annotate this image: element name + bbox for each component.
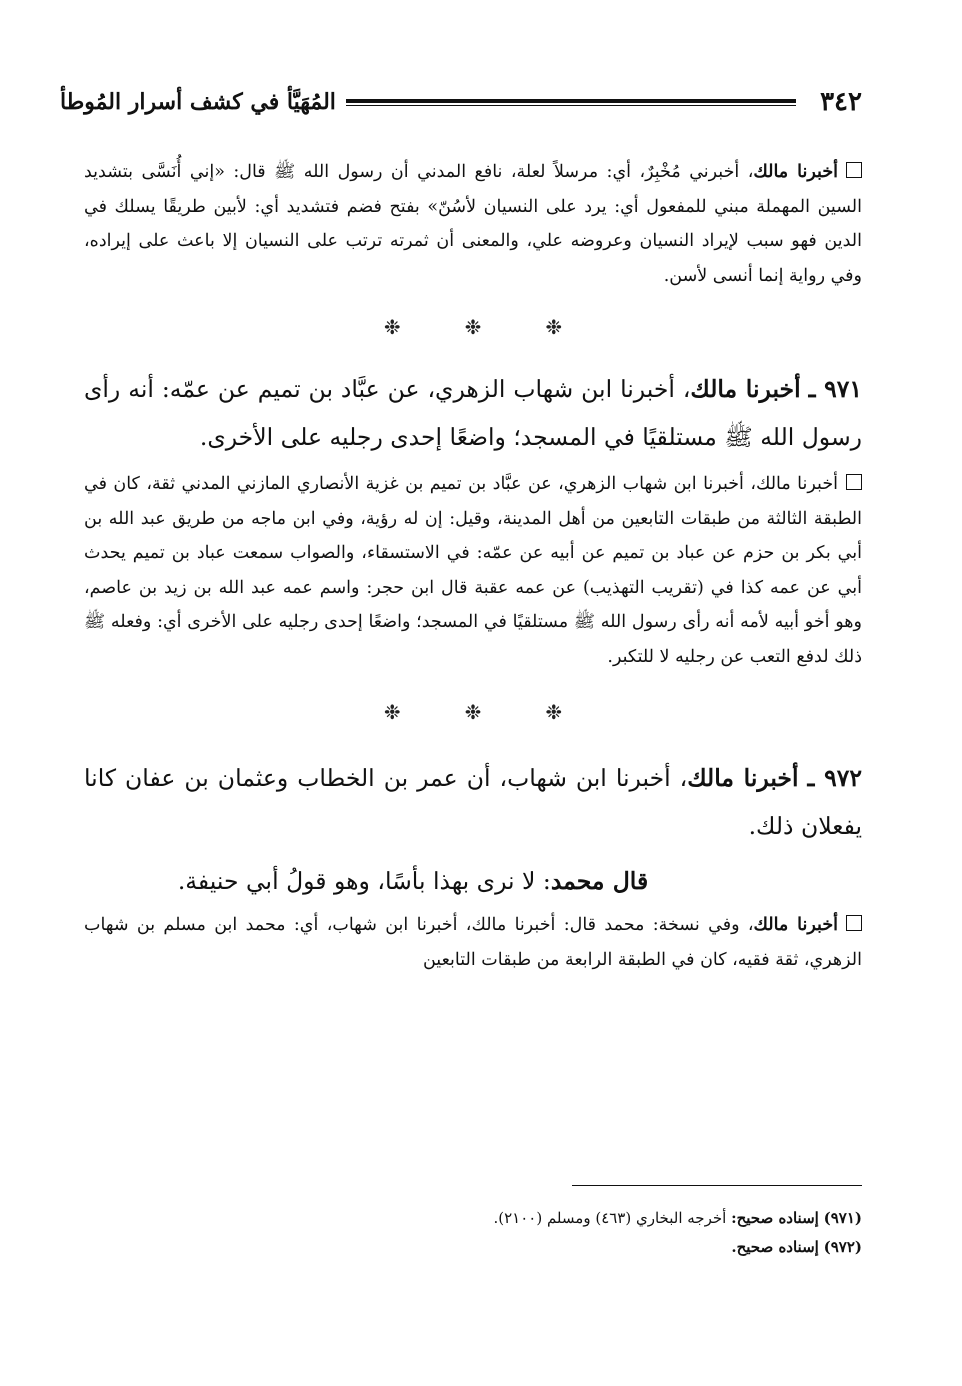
- page-number: ٣٤٢: [820, 87, 862, 117]
- asterism-icon: ❉: [383, 315, 401, 339]
- square-box-icon: [846, 915, 862, 931]
- book-title: المُهَيَّأ في كشف أسرار المُوطأ: [60, 89, 336, 115]
- commentary-1: [84, 155, 862, 293]
- hadith-972-text: ، أخبرنا ابن شهاب، أن عمر بن الخطاب وعثمان بن عفان كانا يفعلان ذلك.: [84, 764, 862, 840]
- asterism-icon: ❉: [383, 700, 401, 724]
- commentary-3-text: ، وفي نسخة: محمد قال: أخبرنا مالك، أخبرنا ابن شهاب، أي: محمد ابن مسلم بن شهاب الزهري، ثقة فقيه، كان في الطبقة الرابعة من طبقات التابعين: [84, 915, 862, 970]
- muhammad-statement: [84, 858, 862, 904]
- hadith-971-number: ٩٧١ ـ: [808, 375, 862, 403]
- commentary-3-lead: أخبرنا مالك: [753, 915, 838, 935]
- square-box-icon: [846, 162, 862, 178]
- asterism-icon: ❉: [464, 315, 482, 339]
- footnote-971-lead: إسناده صحيح:: [731, 1209, 819, 1227]
- section-separator-1: [84, 315, 862, 339]
- commentary-2-text: أخبرنا مالك، أخبرنا ابن شهاب الزهري، عن عبَّاد بن تميم بن غزية الأنصاري المازني المدني ثقة، كان في الطبقة الثالثة من طبقات التابعين من أهل المدينة، وقيل: إن له رؤية، وفي ابن ماجه من طريق عبد الله بن أبي بكر بن حزم عن عباد بن تميم عن أبيه عن عمّه: في الاستسقاء، والصواب سمعت عباد بن تميم يحدث أبي عن عمه كذا في (تقريب التهذيب) عن عمه عقبة قال ابن حجر: واسم عمه عبد الله بن زيد بن عاصم، وهو أخو أبيه لأمه أنه رأى رسول الله ﷺ مستلقيًا في المسجد؛ واضعًا إحدى رجليه على الأخرى أي: وفعله ﷺ ذلك لدفع التعب عن رجليه لا للتكبر.: [84, 474, 862, 667]
- page-body: [84, 155, 862, 977]
- header-rule: [346, 99, 796, 106]
- hadith-971-text: ، أخبرنا ابن شهاب الزهري، عن عبَّاد بن تميم عن عمّه: أنه رأى رسول الله ﷺ مستلقيًا في المسجد؛ واضعًا إحدى رجليه على الأخرى.: [84, 375, 862, 451]
- footnote-971-number: (٩٧١): [823, 1209, 862, 1227]
- commentary-3: [84, 908, 862, 977]
- asterism-icon: ❉: [464, 700, 482, 724]
- commentary-1-text: ، أخبرني مُخْبِرٌ، أي: مرسلاً لعلة، نافع المدني أن رسول الله ﷺ قال: «إني أُنَسَّى بتشديد السين المهملة مبني للمفعول أي: يرد على النسيان لأسُنّ» بفتح فضم فتشديد أي: لأبين طريقًا يسلك في الدين فهو سبب لإيراد النسيان وعروضه علي، والمعنى أن ثمرته ترتب على النسيان إلا باعث على إيراده، وفي رواية إنما أنسى لأسن.: [84, 162, 862, 286]
- square-box-icon: [846, 474, 862, 490]
- hadith-971-lead: أخبرنا مالك: [690, 375, 801, 403]
- muhammad-statement-lead: قال محمد: [550, 867, 649, 895]
- section-separator-2: [84, 700, 862, 724]
- footnote-972: [2, 1233, 862, 1262]
- footnotes: [2, 1185, 862, 1262]
- hadith-972: [84, 754, 862, 850]
- footnote-rule: [572, 1185, 862, 1186]
- running-header: [60, 82, 862, 122]
- hadith-972-lead: أخبرنا مالك: [687, 764, 799, 792]
- footnote-971: [2, 1204, 862, 1233]
- commentary-2: [84, 467, 862, 674]
- footnote-972-lead: إسناده صحيح.: [731, 1238, 819, 1256]
- commentary-1-lead: أخبرنا مالك: [753, 162, 838, 182]
- muhammad-statement-text: : لا نرى بهذا بأسًا، وهو قولُ أبي حنيفة.: [177, 867, 551, 895]
- footnote-972-number: (٩٧٢): [823, 1238, 862, 1256]
- hadith-971: [84, 365, 862, 461]
- footnote-971-text: أخرجه البخاري (٤٦٣) ومسلم (٢١٠٠).: [493, 1209, 732, 1227]
- asterism-icon: ❉: [545, 315, 563, 339]
- asterism-icon: ❉: [545, 700, 563, 724]
- hadith-972-number: ٩٧٢ ـ: [807, 764, 862, 792]
